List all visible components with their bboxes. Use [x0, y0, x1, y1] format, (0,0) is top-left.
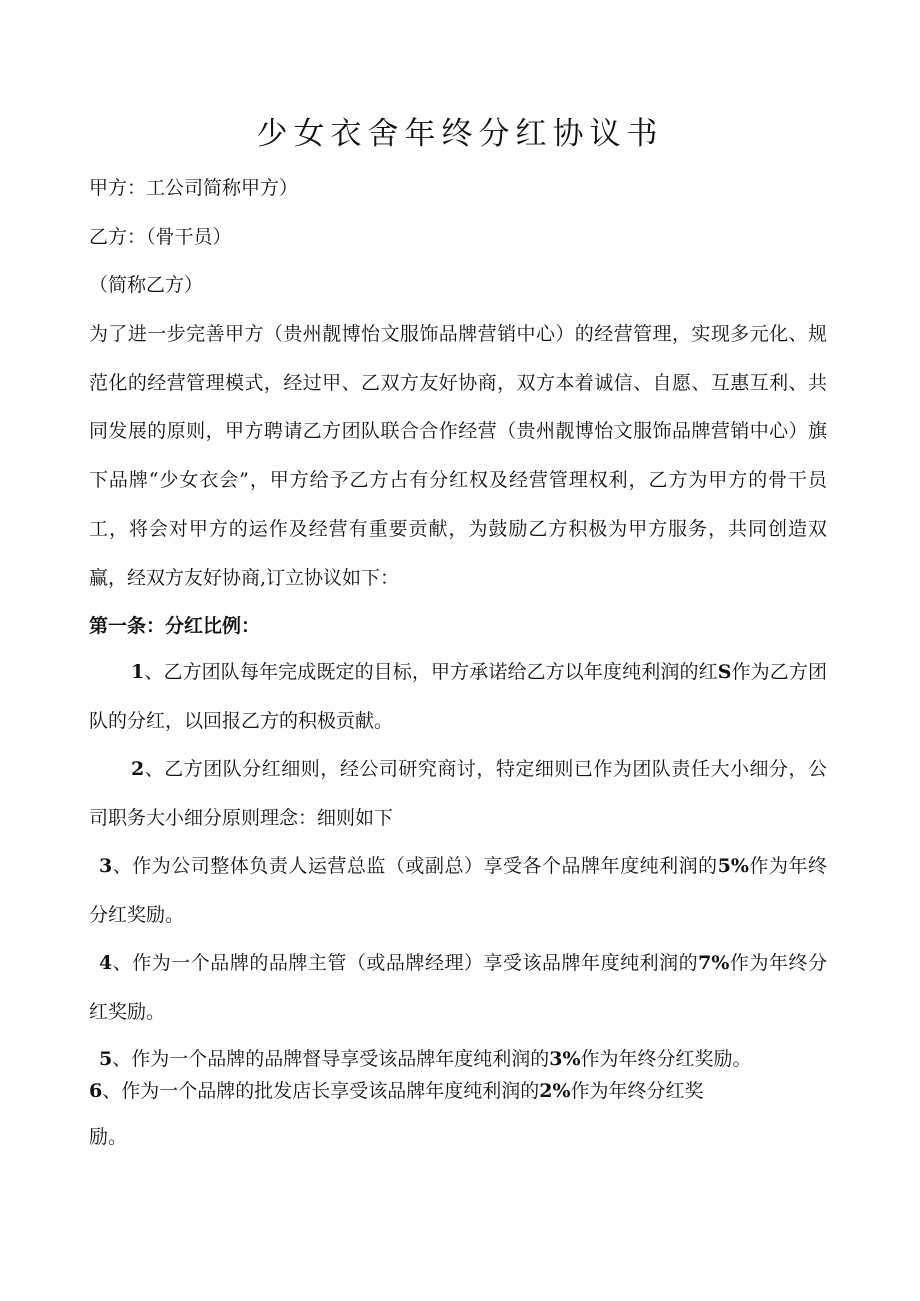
clause-1-text-after: 作为乙方团队的分红，以回报乙方的积极贡献。 — [89, 661, 827, 732]
clause-4-value: 7% — [698, 952, 730, 974]
clause-6-text-after: 作为年终分红奖 — [570, 1080, 704, 1102]
clause-1-value: S — [717, 661, 732, 683]
clause-5-text-before: 、作为一个品牌的品牌督导享受该品牌年度纯利润的 — [112, 1048, 550, 1070]
preamble-paragraph: 为了进一步完善甲方（贵州靓博怡文服饰品牌营销中心）的经营管理，实现多元化、规范化的经营管理模式，经过甲、乙双方友好协商，双方本着诚信、自愿、互惠互利、共同发展的原则，甲方聘请乙方团队联合合作经营（贵州靓博怡文服饰品牌营销中心）旗下品牌“少女衣会”，甲方给予乙方占有分红权及经营管理权利，乙方为甲方的骨干员工，将会对甲方的运作及经营有重要贡献，为鼓励乙方积极为甲方服务，共同创造双赢，经双方友好协商,订立协议如下： — [89, 323, 827, 589]
clause-6-text-before: 、作为一个品牌的批发店长享受该品牌年度纯利润的 — [102, 1080, 540, 1102]
clause-5-value: 3% — [549, 1048, 581, 1070]
clause-3-text-before: 、作为公司整体负责人运营总监（或副总）享受各个品牌年度纯利润的 — [112, 855, 718, 877]
clause-4-text-after: 作为年终分红奖励。 — [89, 952, 827, 1023]
clause-6-value: 2% — [539, 1080, 571, 1102]
article-1-heading: 第一条：分红比例： — [89, 615, 261, 637]
party-b-short-line: （简称乙方） — [89, 274, 204, 296]
clause-6-continuation: 励。 — [89, 1126, 128, 1148]
clause-1 — [89, 648, 827, 745]
clause-2-text: 、乙方团队分红细则，经公司研究商讨，特定细则已作为团队责任大小细分，公司职务大小细分原则理念：细则如下 — [89, 758, 827, 829]
clause-2 — [89, 745, 827, 842]
clause-6-number: 6 — [89, 1080, 103, 1102]
clause-3-value: 5% — [717, 855, 749, 877]
document-title: 少女衣舍年终分红协议书 — [256, 116, 664, 152]
party-a-line: 甲方：工公司简称甲方） — [89, 177, 299, 199]
clause-5 — [99, 1046, 752, 1072]
clause-5-text-after: 作为年终分红奖励。 — [580, 1048, 752, 1070]
party-b-line: 乙方：（骨干员） — [89, 226, 232, 248]
clause-5-number: 5 — [99, 1048, 113, 1070]
clause-6 — [89, 1078, 704, 1104]
clause-3 — [89, 842, 827, 939]
clause-1-number: 1 — [131, 661, 145, 683]
clause-4-number: 4 — [99, 952, 113, 974]
clause-3-text-after: 作为年终分红奖励。 — [89, 855, 827, 926]
clause-3-number: 3 — [99, 855, 113, 877]
clause-1-text-before: 、乙方团队每年完成既定的目标，甲方承诺给乙方以年度纯利润的红 — [144, 661, 718, 683]
clause-4-text-before: 、作为一个品牌的品牌主管（或品牌经理）享受该品牌年度纯利润的 — [112, 952, 699, 974]
clause-2-number: 2 — [131, 758, 145, 780]
clause-4 — [89, 939, 827, 1036]
